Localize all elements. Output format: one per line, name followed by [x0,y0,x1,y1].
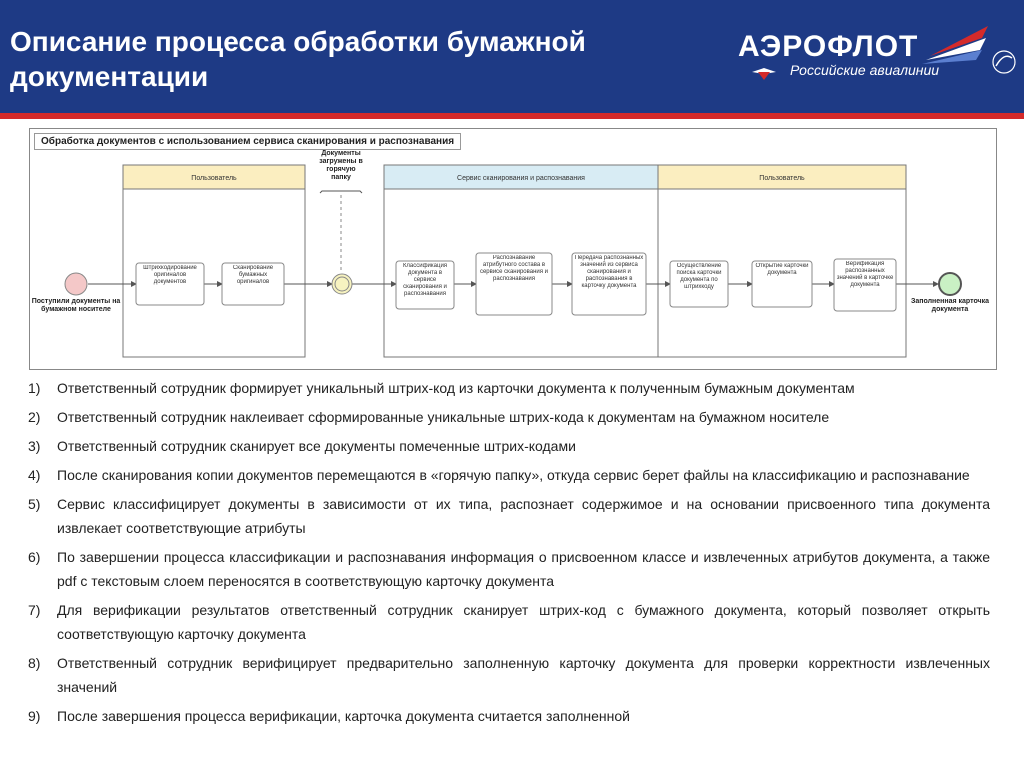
header-banner [0,0,1024,113]
header-accent-bar [0,113,1024,119]
page-title: Описание процесса обработки бумажной документации [10,26,586,92]
logo-subtitle: Российские авиалинии [790,62,940,78]
task-transfer: Передача распознанных значений из сервиса сканирования и распознавания в карточку документа [572,253,646,315]
start-event-icon [65,273,87,295]
task-verification: Верификация распознанных значений в карточке документа [834,259,896,311]
bpmn-diagram [30,129,996,369]
aeroflot-logo [730,20,1020,100]
task-scanning: Сканирование бумажных оригиналов [222,263,284,305]
hot-folder-label: Документы загружены в горячую папку [319,150,363,181]
steps-list [28,376,990,733]
winged-emblem-icon [752,68,776,80]
logo-brand-text: АЭРОФЛОТ [738,30,919,63]
list-item: 3) Ответственный сотрудник сканирует все документы помеченные штрих-кодами [28,438,576,454]
task-recognition: Распознавание атрибутного состава в сервисе сканирования и распознавания [476,253,552,315]
end-event-icon [939,273,961,295]
start-event-label: Поступили документы на бумажном носителе [31,298,121,313]
list-item: 2) Ответственный сотрудник наклеивает сформированные уникальные штрих-кода к документам на бумажном носителе [28,409,830,425]
hot-folder-bracket [320,191,362,193]
list-item: 4) После сканирования копии документов перемещаются в «горячую папку», откуда сервис берет файлы на классификацию и распознавание [28,467,970,483]
process-diagram [29,128,997,370]
list-item: 5) Сервис классифицирует документы в зависимости от их типа, распознает содержимое и на основании присвоенного типа документа извлекает соответствующие атрибуты [28,496,990,536]
lane-service-title: Сервис сканирования и распознавания [457,175,585,182]
list-item: 7) Для верификации результатов ответственный сотрудник сканирует штрих-код с бумажного документа, который позволяет открыть соответствующую карточку документа [28,602,990,642]
list-item: 1) Ответственный сотрудник формирует уникальный штрих-код из карточки документа к полученным бумажным документам [28,380,855,396]
lane-user-1 [123,165,305,357]
list-item: 9) После завершения процесса верификации, карточка документа считается заполненной [28,708,630,724]
list-item: 8) Ответственный сотрудник верифицирует предварительно заполненную карточку документа для проверки корректности извлеченных значений [28,655,990,695]
task-search-card: Осуществление поиска карточки документа по штрихкоду [670,261,728,307]
task-barcoding: Штрихкодирование оригиналов документов [136,263,204,305]
list-item: 6) По завершении процесса классификации и распознавания информация о присвоенном классе и извлеченных атрибутов документа, а также pdf с текстовым слоем переносятся в соответствующую карточку документа [28,549,990,589]
lane-user-2-title: Пользователь [759,175,805,182]
skyteam-emblem-icon [993,51,1015,73]
lane-user-1-title: Пользователь [191,175,237,182]
end-event-label: Заполненная карточка документа [910,298,990,313]
task-open-card: Открытие карточки документа [752,261,812,307]
task-classification: Классификация документа в сервисе сканирования и распознавания [396,261,454,309]
diagram-title: Обработка документов с использованием сервиса сканирования и распознавания [34,133,461,150]
